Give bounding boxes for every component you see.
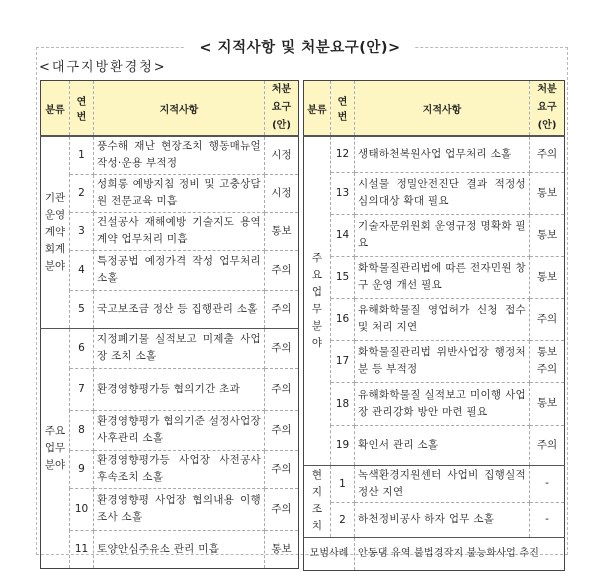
row-number: 7 xyxy=(70,368,94,410)
category-cell: 기관 운영 계약 회계 분야 xyxy=(41,136,70,328)
row-number: 13 xyxy=(331,172,355,214)
findings-table-left xyxy=(40,80,299,569)
category-cell: 주요 업무 분야 xyxy=(41,328,70,568)
action-text: 통보 xyxy=(265,530,299,568)
finding-text: 화학물질관리법 위반사업장 행정처분 등 부적정 xyxy=(355,340,530,382)
header-category: 분류 xyxy=(41,81,70,137)
action-text: - xyxy=(530,465,565,502)
finding-text: 환경영향평가등 사업장 사전공사 후속조치 소홀 xyxy=(94,450,265,488)
finding-text: 환경영향평가등 협의기간 초과 xyxy=(94,368,265,410)
row-number: 11 xyxy=(70,530,94,568)
row-number: 1 xyxy=(331,465,355,502)
category-cell: 현지 조치 xyxy=(304,465,331,537)
agency-subtitle: <대구지방환경청> xyxy=(39,60,167,75)
finding-text: 특정공법 예정가격 작성 업무처리 소홀 xyxy=(94,250,265,290)
action-text: 주의 xyxy=(265,368,299,410)
action-text: - xyxy=(530,502,565,537)
row-number: 2 xyxy=(70,174,94,212)
table-row xyxy=(41,250,299,290)
finding-text: 국고보조금 정산 등 집행관리 소홀 xyxy=(94,290,265,328)
row-number: 9 xyxy=(70,450,94,488)
table-row xyxy=(304,465,565,502)
row-number: 3 xyxy=(70,212,94,250)
finding-text: 유해화학물질 실적보고 미이행 사업장 관리강화 방안 마련 필요 xyxy=(355,382,530,425)
table-row xyxy=(304,136,565,172)
finding-text: 하천정비공사 하자 업무 소홀 xyxy=(355,502,530,537)
header-action: 처분 요구(안) xyxy=(265,81,299,137)
action-text: 주의 xyxy=(265,328,299,368)
action-text: 통보 xyxy=(530,214,565,256)
row-number: 18 xyxy=(331,382,355,425)
table-row xyxy=(41,410,299,450)
table-row xyxy=(304,425,565,465)
header-number: 연번 xyxy=(331,81,355,137)
table-row xyxy=(41,212,299,250)
action-text: 통보 주의 xyxy=(530,340,565,382)
action-text: 통보 xyxy=(530,172,565,214)
action-text: 시정 xyxy=(265,136,299,174)
action-text: 시정 xyxy=(265,174,299,212)
row-number: 5 xyxy=(70,290,94,328)
finding-text: 토양안심주유소 관리 미흡 xyxy=(94,530,265,568)
action-text: 주의 xyxy=(265,250,299,290)
action-text: 주의 xyxy=(265,450,299,488)
header-category: 분류 xyxy=(304,81,331,137)
action-text: 주의 xyxy=(265,410,299,450)
table-row xyxy=(304,172,565,214)
finding-text: 기술자문위원회 운영규정 명확화 필요 xyxy=(355,214,530,256)
row-number: 17 xyxy=(331,340,355,382)
table-row xyxy=(41,368,299,410)
table-row xyxy=(304,340,565,382)
header-number: 연번 xyxy=(70,81,94,137)
finding-text: 화학물질관리법에 따른 전자민원 창구 운영 개선 필요 xyxy=(355,256,530,298)
finding-text: 건설공사 재해예방 기술지도 용역계약 업무처리 미흡 xyxy=(94,212,265,250)
header-finding: 지적사항 xyxy=(94,81,265,137)
table-row xyxy=(41,488,299,530)
table-row xyxy=(41,174,299,212)
finding-text: 성희롱 예방지침 정비 및 고충상담원 전문교육 미흡 xyxy=(94,174,265,212)
finding-text: 지정폐기물 실적보고 미제출 사업장 조치 소홀 xyxy=(94,328,265,368)
row-number: 2 xyxy=(331,502,355,537)
action-text: 주의 xyxy=(265,488,299,530)
finding-text: 환경영향평가 협의기준 설정사업장 사후관리 소홀 xyxy=(94,410,265,450)
row-number: 15 xyxy=(331,256,355,298)
row-number: 10 xyxy=(70,488,94,530)
finding-text: 유해화학물질 영업허가 신청 접수 및 처리 지연 xyxy=(355,298,530,340)
table-row xyxy=(41,530,299,568)
finding-text: 시설물 정밀안전진단 결과 적정성 심의대상 확대 필요 xyxy=(355,172,530,214)
header-finding: 지적사항 xyxy=(355,81,530,137)
table-row xyxy=(41,328,299,368)
page-title: < 지적사항 및 처분요구(안)> xyxy=(0,36,600,57)
row-number: 14 xyxy=(331,214,355,256)
action-text: 주의 xyxy=(530,136,565,172)
row-number: 12 xyxy=(331,136,355,172)
table-row xyxy=(41,450,299,488)
table-row xyxy=(304,256,565,298)
table-row xyxy=(304,214,565,256)
finding-text: 풍수해 재난 현장조치 행동매뉴얼 작성·운용 부적정 xyxy=(94,136,265,174)
findings-table-right xyxy=(303,80,565,571)
table-row xyxy=(304,502,565,537)
row-number: 4 xyxy=(70,250,94,290)
row-number: 6 xyxy=(70,328,94,368)
action-text: 주의 xyxy=(265,290,299,328)
table-row xyxy=(41,290,299,328)
action-text: 통보 xyxy=(265,212,299,250)
table-row xyxy=(304,382,565,425)
finding-text: 생태하천복원사업 업무처리 소홀 xyxy=(355,136,530,172)
table-header-row xyxy=(41,81,299,137)
finding-text: 확인서 관리 소홀 xyxy=(355,425,530,465)
table-row xyxy=(304,298,565,340)
exemplary-label: 모범사례 xyxy=(304,537,355,570)
action-text: 통보 xyxy=(530,382,565,425)
exemplary-row xyxy=(304,537,565,570)
action-text: 통보 xyxy=(530,256,565,298)
row-number: 19 xyxy=(331,425,355,465)
action-text: 주의 xyxy=(530,425,565,465)
finding-text: 환경영향평 사업장 협의내용 이행조사 소홀 xyxy=(94,488,265,530)
table-row xyxy=(41,136,299,174)
row-number: 1 xyxy=(70,136,94,174)
category-cell: 주요 업무 분야 xyxy=(304,136,331,465)
row-number: 16 xyxy=(331,298,355,340)
table-header-row xyxy=(304,81,565,137)
row-number: 8 xyxy=(70,410,94,450)
header-action: 처분 요구(안) xyxy=(530,81,565,137)
action-text: 주의 xyxy=(530,298,565,340)
exemplary-text: 안동댐 유역 불법경작지 불능화사업 추진 xyxy=(355,537,565,570)
finding-text: 녹색환경지원센터 사업비 집행실적 정산 지연 xyxy=(355,465,530,502)
